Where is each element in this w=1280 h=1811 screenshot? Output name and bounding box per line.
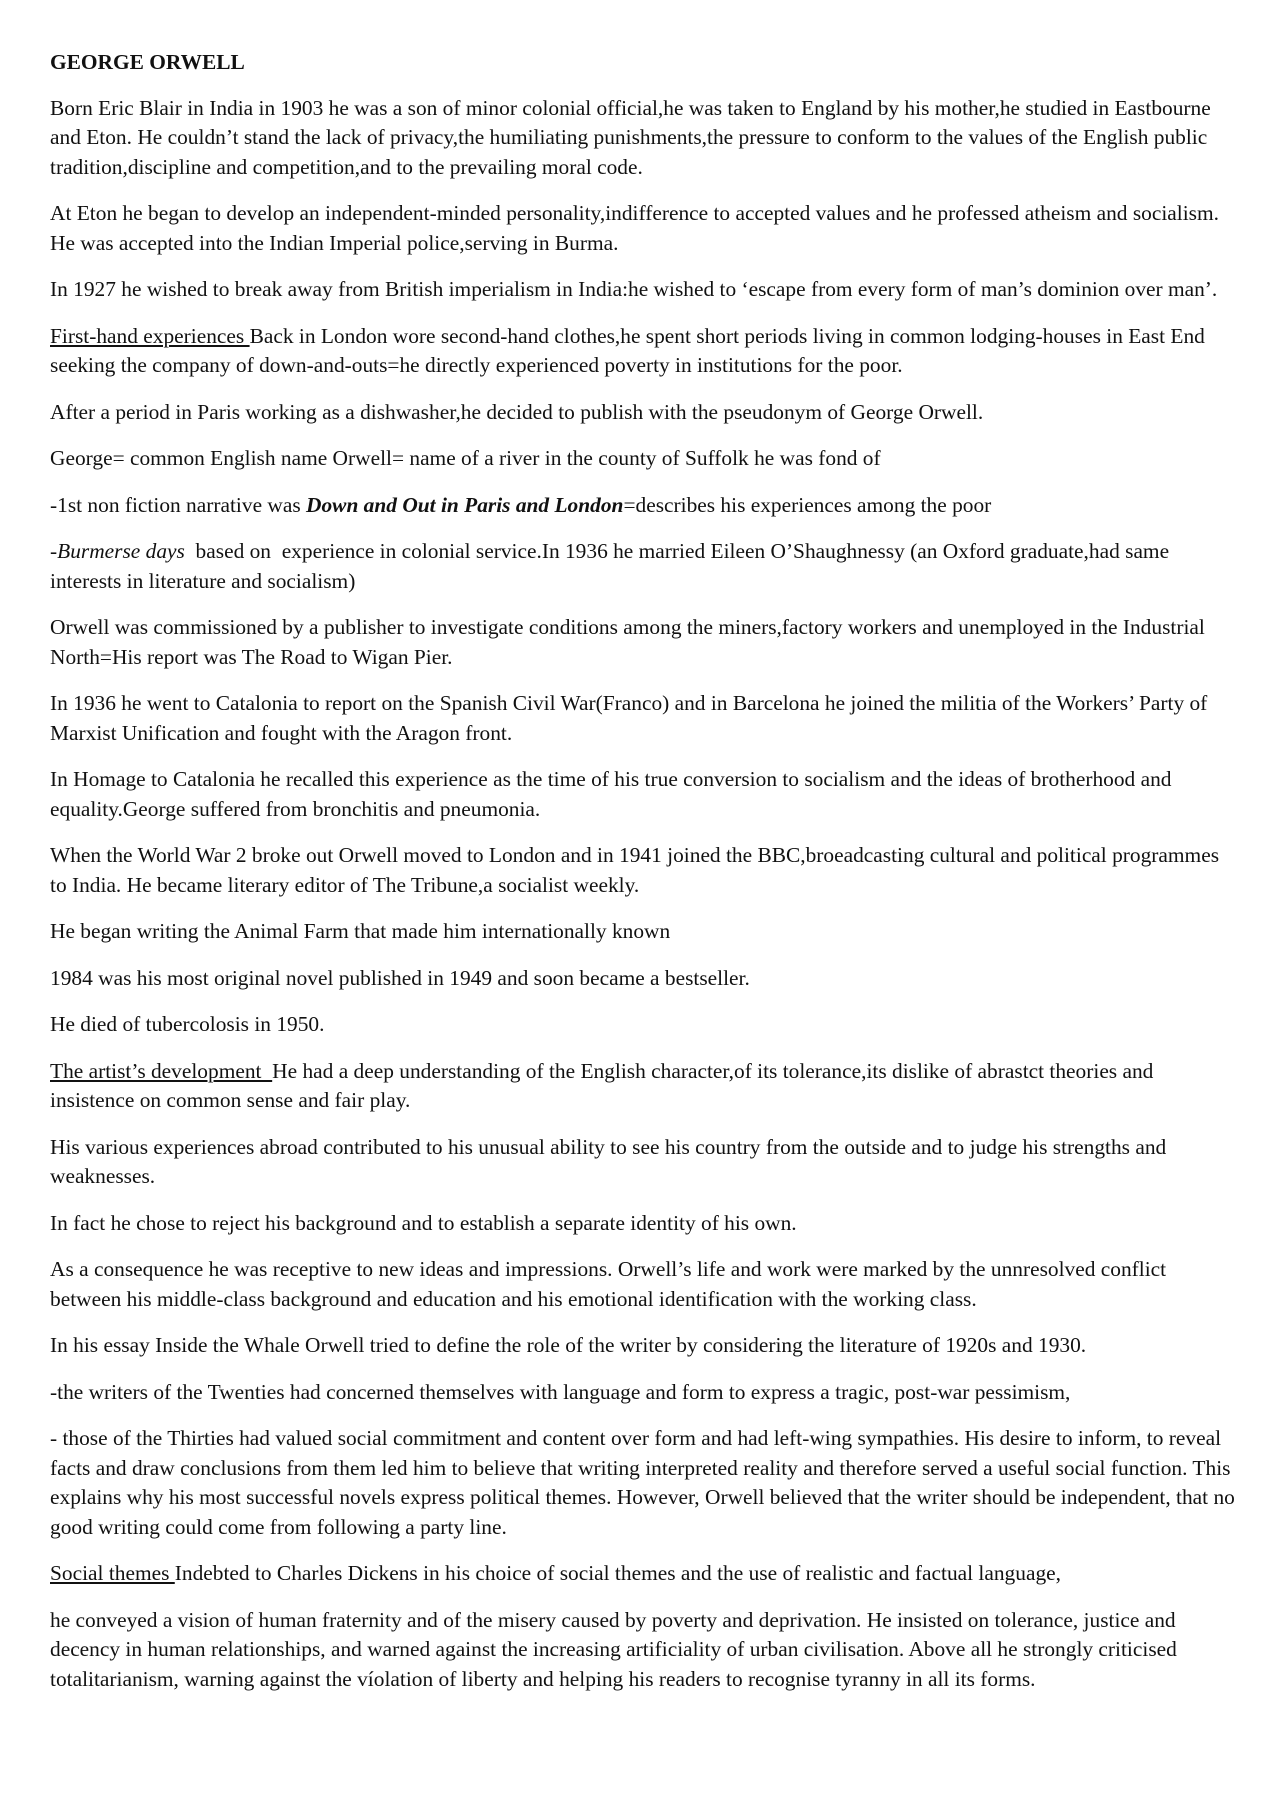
paragraph-thirties: - those of the Thirties had valued social commitment and content over form and had left-wing sympathies. His desire to inform, to reveal facts and draw conclusions from them led him to believe that writing interpreted reality and therefore served a useful social function. This explains why his most successful novels express political themes. However, Orwell believed that the writer should be independent, that no good writing could come from following a party line. [50, 1426, 1235, 1539]
paragraph-inside-the-whale: In his essay Inside the Whale Orwell tried to define the role of the writer by considering the literature of 1920s and 1930. [50, 1333, 1087, 1357]
section-heading-artists-development: The artist’s development [50, 1058, 273, 1083]
paragraph-early-life: Born Eric Blair in India in 1903 he was a son of minor colonial official,he was taken to England by his mother,he studied in Eastbourne and Eton. He couldn’t stand the lack of privacy,the humiliating punishments,the pressure to conform to the values of the English public tradition,discipline and competition,and to the prevailing moral code. [50, 95, 1211, 179]
paragraph-text: =describes his experiences among the poor [623, 492, 992, 517]
paragraph-catalonia: In 1936 he went to Catalonia to report on the Spanish Civil War(Franco) and in Barcelona he joined the militia of the Workers’ Party of Marxist Unification and fought with the Aragon front. [50, 691, 1208, 745]
paragraph-death: He died of tubercolosis in 1950. [50, 1012, 325, 1036]
book-title: -Burmerse days [50, 539, 185, 563]
paragraph-consequence: As a consequence he was receptive to new ideas and impressions. Orwell’s life and work were marked by the unnresolved conflict between his middle-class background and education and his emotional identification with the working class. [50, 1257, 1167, 1311]
paragraph-burmese-days [50, 537, 1240, 596]
document-page [50, 48, 1240, 1711]
paragraph-1984: 1984 was his most original novel published in 1949 and soon became a bestseller. [50, 965, 750, 990]
paragraph-world-war: When the World War 2 broke out Orwell moved to London and in 1941 joined the BBC,broeadcasting cultural and political programmes to India. He became literary editor of The Tribune,a socialist weekly. [50, 843, 1220, 897]
paragraph-artists-development [50, 1057, 1240, 1116]
section-heading-social-themes: Social themes [50, 1561, 175, 1585]
page-title: GEORGE ORWELL [50, 50, 245, 74]
paragraph-text: based on experience in colonial service.In 1936 he married Eileen O’Shaughnessy (an Oxford graduate,had same interests in literature and socialism) [50, 539, 1175, 593]
paragraph-first-narrative [50, 491, 1240, 521]
book-title: Down and Out in Paris and London [306, 492, 624, 517]
paragraph-text: He had a deep understanding of the English character,of its tolerance,its dislike of abrastct theories and insistence on common sense and fair play. [50, 1058, 1154, 1112]
paragraph-background: In fact he chose to reject his background and to establish a separate identity of his own. [50, 1210, 797, 1235]
paragraph-text: -1st non fiction narrative was [50, 492, 307, 517]
paragraph-experiences-abroad: His various experiences abroad contributed to his unusual ability to see his country from the outside and to judge his strengths and weaknesses. [50, 1134, 1167, 1188]
paragraph-animal-farm: He began writing the Animal Farm that made him internationally known [50, 919, 671, 943]
paragraph-text: Indebted to Charles Dickens in his choice of social themes and the use of realistic and factual language, [174, 1561, 1061, 1585]
paragraph-homage: In Homage to Catalonia he recalled this experience as the time of his true conversion to socialism and the ideas of brotherhood and equality.George suffered from bronchitis and pneumonia. [50, 767, 1172, 821]
paragraph-vision: he conveyed a vision of human fraternity and of the misery caused by poverty and deprivation. He insisted on tolerance, justice and decency in human relationships, and warned against the increasing artificiality of urban civilisation. Above all he strongly criticised totalitarianism, warning against the víolation of liberty and helping his readers to recognise tyranny in all its forms. [50, 1607, 1177, 1691]
paragraph-first-hand-experiences [50, 322, 1240, 381]
paragraph-pseudonym: George= common English name Orwell= name of a river in the county of Suffolk he was fond of [50, 446, 881, 470]
paragraph-eton: At Eton he began to develop an independent-minded personality,indifference to accepted values and he professed atheism and socialism. He was accepted into the Indian Imperial police,serving in Burma. [50, 201, 1219, 255]
paragraph-paris: After a period in Paris working as a dishwasher,he decided to publish with the pseudonym of George Orwell. [50, 399, 984, 424]
section-heading-first-hand: First-hand experiences [50, 323, 250, 348]
paragraph-1927: In 1927 he wished to break away from British imperialism in India:he wished to ‘escape from every form of man’s dominion over man’. [50, 277, 1218, 301]
paragraph-twenties: -the writers of the Twenties had concerned themselves with language and form to express a tragic, post-war pessimism, [50, 1379, 1071, 1404]
paragraph-text: Back in London wore second-hand clothes,he spent short periods living in common lodging-houses in East End seeking the company of down-and-outs=he directly experienced poverty in institutions for the poor. [50, 323, 1205, 377]
paragraph-wigan-pier: Orwell was commissioned by a publisher to investigate conditions among the miners,factory workers and unemployed in the Industrial North=His report was The Road to Wigan Pier. [50, 615, 1205, 669]
paragraph-social-themes [50, 1559, 1240, 1589]
